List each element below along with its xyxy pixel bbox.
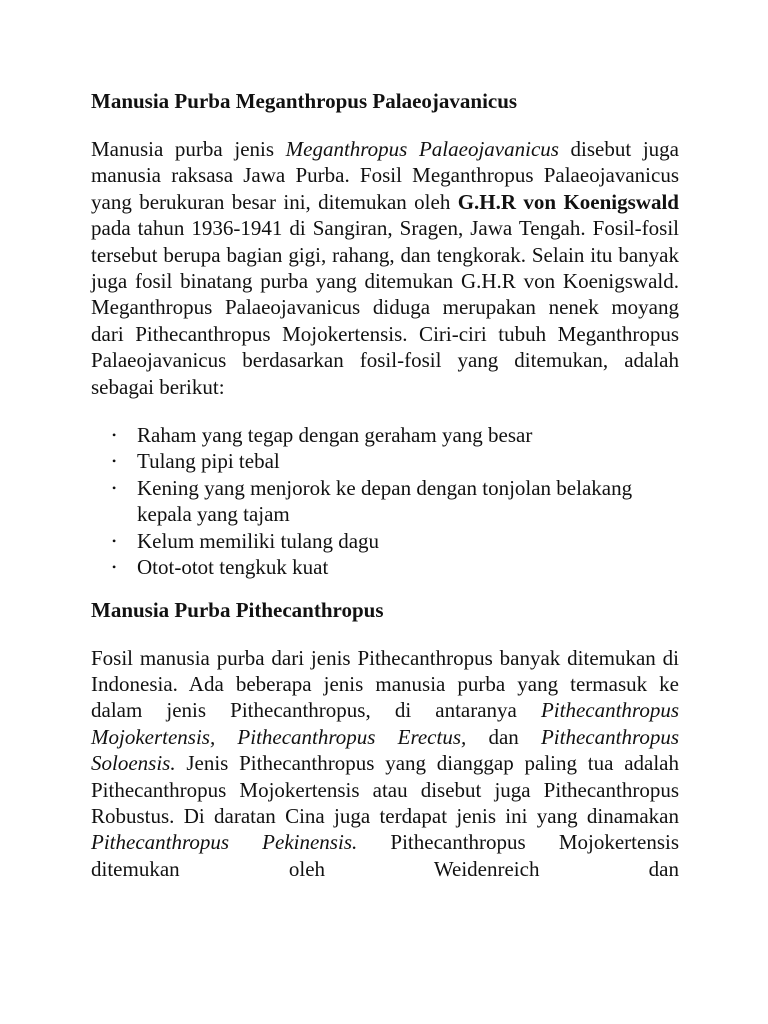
italic-species-names: Pithecanthropus Mojokertensis, Pithecanthropus Erectus, (91, 698, 679, 749)
list-item (91, 528, 679, 554)
list-item-text: Tulang pipi tebal (137, 449, 280, 474)
bullet-icon: • (112, 533, 117, 548)
paragraph-pithecanthropus (91, 645, 679, 883)
list-item (91, 475, 679, 528)
list-item-text: Kelum memiliki tulang dagu (137, 528, 380, 553)
section-title-pithecanthropus: Manusia Purba Pithecanthropus (91, 597, 384, 622)
traits-list (91, 422, 679, 580)
italic-species-name: Pithecanthropus Soloensis. (91, 724, 680, 776)
bold-discoverer-name: G.H.R von Koenigswald (457, 189, 679, 214)
italic-species-name: Meganthropus Palaeojavanicus (285, 137, 559, 161)
text-run: Jenis Pithecanthropus yang dianggap paling tua adalah Pithecanthropus Mojokertensis atau disebut juga Pithecanthropus Robustus. Di daratan Cina juga terdapat jenis ini yang dinamakan (91, 751, 679, 828)
list-item-text: Kening yang menjorok ke depan dengan tonjolan belakang kepala yang tajam (137, 475, 633, 527)
paragraph-meganthropus (91, 136, 679, 400)
text-run: Pithecanthropus Mojokertensis ditemukan oleh Weidenreich dan (91, 830, 680, 881)
document-page (91, 88, 679, 904)
bullet-icon: • (112, 428, 117, 443)
text-run: disebut juga manusia raksasa Jawa Purba. Fosil Meganthropus Palaeojavanicus yang berukuran besar ini, ditemukan oleh (91, 137, 679, 214)
bullet-icon: • (112, 560, 117, 575)
text-run: pada tahun 1936-1941 di Sangiran, Sragen, Jawa Tengah. Fosil-fosil tersebut berupa bagian gigi, rahang, dan tengkorak. Selain itu banyak juga fosil binatang purba yang ditemukan G.H.R von Koenigswald. Meganthropus Palaeojavanicus diduga merupakan nenek moyang dari Pithecanthropus Mojokertensis. Ciri-ciri tubuh Meganthropus Palaeojavanicus berdasarkan fosil-fosil yang ditemukan, adalah sebagai berikut: (91, 216, 679, 399)
list-item (91, 422, 679, 448)
text-run: Fosil manusia purba dari jenis Pithecanthropus banyak ditemukan di Indonesia. Ada beberapa jenis manusia purba yang termasuk ke dalam jenis Pithecanthropus, di antaranya (91, 645, 679, 723)
list-item-text: Raham yang tegap dengan geraham yang besar (137, 423, 533, 448)
list-item (91, 554, 679, 580)
list-item-text: Otot-otot tengkuk kuat (137, 555, 329, 580)
text-run: dan (466, 724, 541, 749)
section-title-meganthropus: Manusia Purba Meganthropus Palaeojavanicus (91, 89, 518, 113)
bullet-icon: • (112, 480, 117, 495)
text-run: Manusia purba jenis (91, 137, 286, 161)
bullet-icon: • (112, 454, 117, 469)
italic-species-name: Pithecanthropus Pekinensis. (91, 830, 358, 855)
list-item (91, 448, 679, 474)
